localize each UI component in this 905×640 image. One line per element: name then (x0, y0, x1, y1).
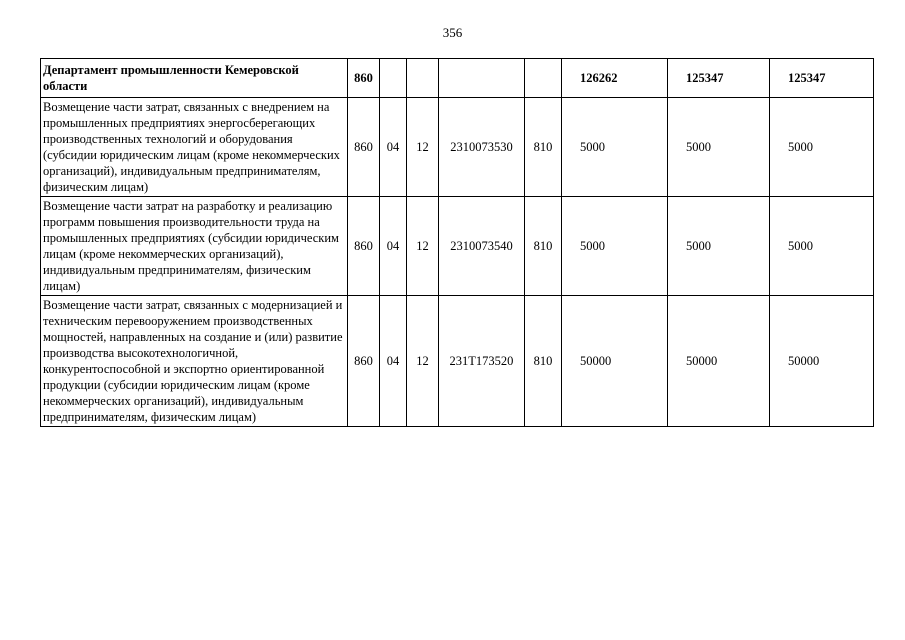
section-code: 04 (380, 98, 407, 197)
budget-table (40, 58, 874, 427)
row-name: Возмещение части затрат, связанных с модернизацией и техническим перевооружением производственных мощностей, направленных на создание и (или) развитие производства высокотехнологичной, конкурентоспособной и экспортно ориентированной продукции (субсидии юридическим лицам (кроме некоммерческих организаций), индивидуальным предпринимателям, физическим лицам) (41, 296, 348, 427)
subsection-code: 12 (407, 98, 439, 197)
table-row-department (41, 59, 874, 98)
amount-year-2: 50000 (668, 296, 770, 427)
amount-year-2: 5000 (668, 197, 770, 296)
section-code: 04 (380, 296, 407, 427)
target-code: 2310073530 (439, 98, 525, 197)
section-code: 04 (380, 197, 407, 296)
table-row (41, 98, 874, 197)
amount-year-3: 5000 (770, 98, 874, 197)
ministry-code: 860 (348, 59, 380, 98)
amount-year-2: 5000 (668, 98, 770, 197)
amount-year-1: 50000 (562, 296, 668, 427)
amount-year-1: 5000 (562, 98, 668, 197)
table-row (41, 296, 874, 427)
ministry-code: 860 (348, 197, 380, 296)
subsection-code: 12 (407, 197, 439, 296)
amount-year-3: 125347 (770, 59, 874, 98)
ministry-code: 860 (348, 98, 380, 197)
section-code (380, 59, 407, 98)
amount-year-1: 5000 (562, 197, 668, 296)
amount-year-3: 5000 (770, 197, 874, 296)
amount-year-1: 126262 (562, 59, 668, 98)
ministry-code: 860 (348, 296, 380, 427)
row-name: Возмещение части затрат, связанных с внедрением на промышленных предприятиях энергосберегающих производственных технологий и оборудования (субсидии юридическим лицам (кроме некоммерческих организаций), индивидуальным предпринимателям, физическим лицам) (41, 98, 348, 197)
expense-type-code (525, 59, 562, 98)
row-name: Возмещение части затрат на разработку и реализацию программ повышения производительности труда на промышленных предприятиях (субсидии юридическим лицам (кроме некоммерческих организаций), индивидуальным предпринимателям, физическим лицам) (41, 197, 348, 296)
amount-year-2: 125347 (668, 59, 770, 98)
expense-type-code: 810 (525, 296, 562, 427)
expense-type-code: 810 (525, 197, 562, 296)
amount-year-3: 50000 (770, 296, 874, 427)
target-code (439, 59, 525, 98)
page-number: 356 (442, 25, 463, 40)
subsection-code: 12 (407, 296, 439, 427)
subsection-code (407, 59, 439, 98)
table-row (41, 197, 874, 296)
expense-type-code: 810 (525, 98, 562, 197)
row-name: Департамент промышленности Кемеровской области (41, 59, 348, 98)
target-code: 231T173520 (439, 296, 525, 427)
target-code: 2310073540 (439, 197, 525, 296)
